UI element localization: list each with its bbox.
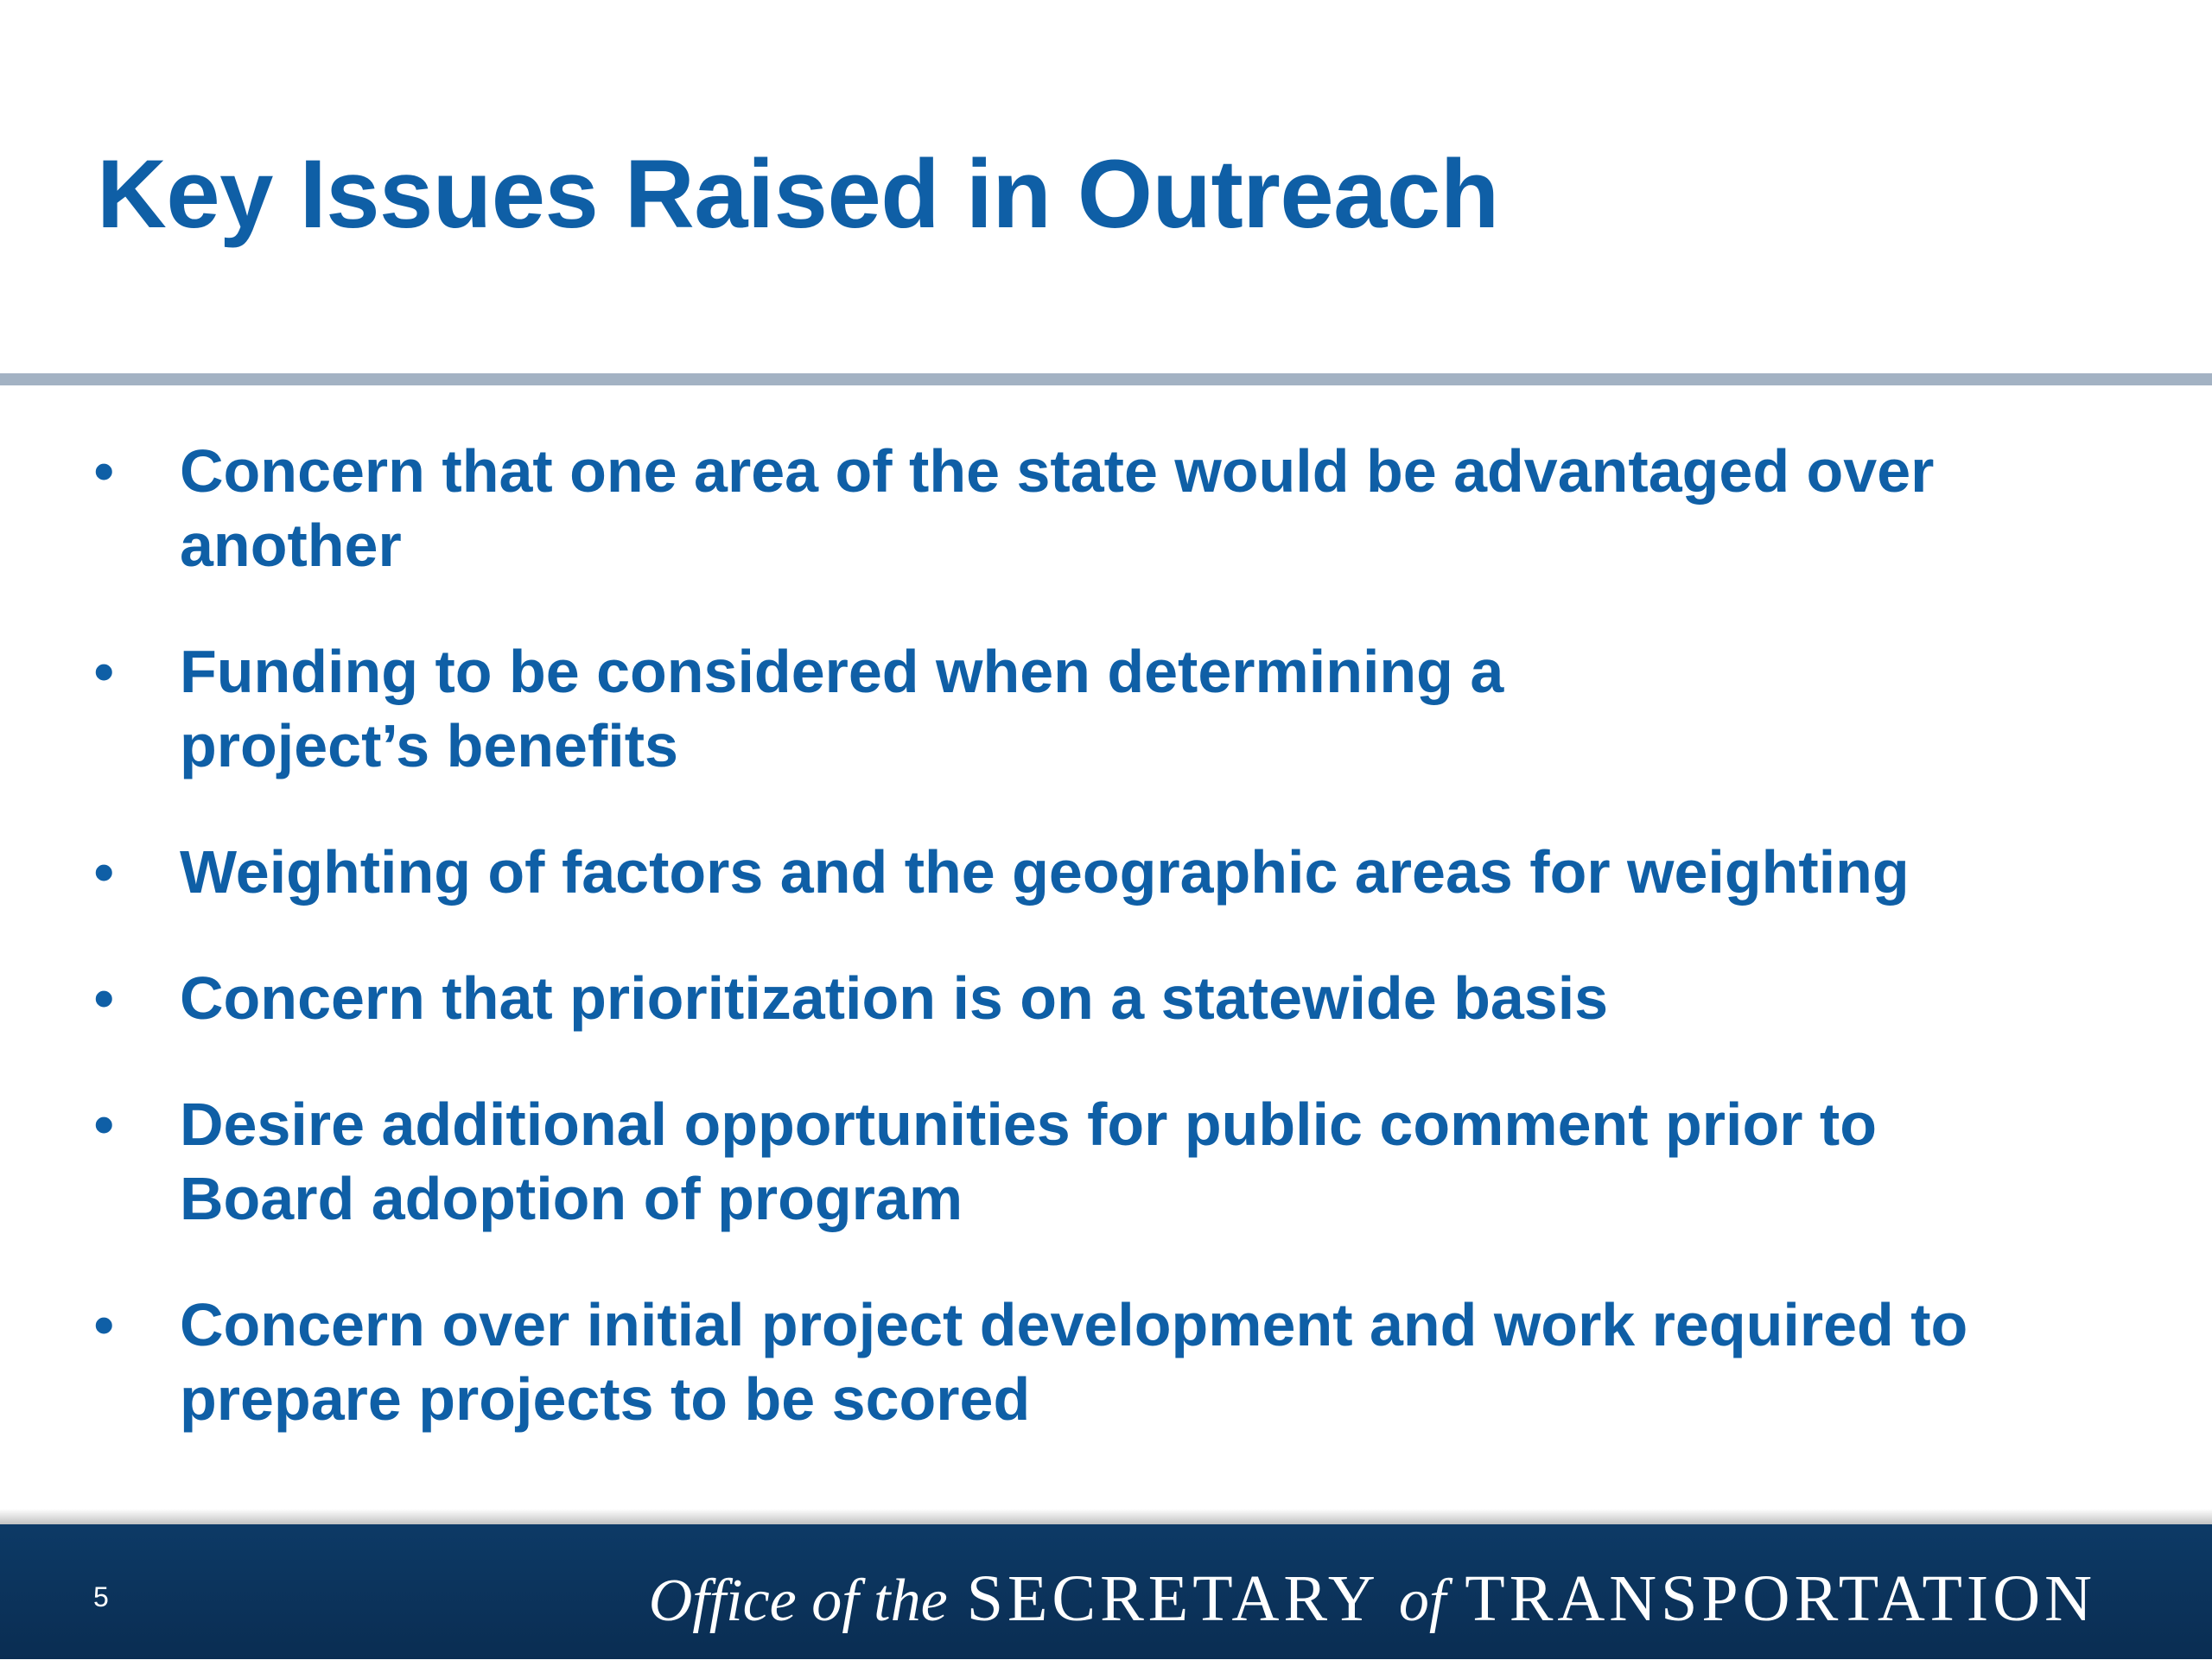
- organization-wordmark: [649, 1555, 2096, 1642]
- bullet-text: Concern that one area of the state would be advantaged over another: [180, 437, 1935, 579]
- bullet-text: Concern over initial project development and work required to prepare projects to be scored: [180, 1291, 1968, 1433]
- bullet-text: Desire additional opportunities for public comment prior to Board adoption of program: [180, 1091, 1877, 1232]
- bullet-icon: •: [93, 1291, 115, 1358]
- bullet-text: Concern that prioritization is on a statewide basis: [180, 964, 1609, 1032]
- bullet-text: Weighting of factors and the geographic areas for weighting: [180, 838, 1910, 906]
- bullet-item: [93, 434, 2081, 582]
- bullet-item: [93, 1087, 2081, 1236]
- wordmark-transportation: TRANSPORTATION: [1465, 1562, 2096, 1635]
- slide-title: Key Issues Raised in Outreach: [97, 140, 1499, 248]
- bullet-icon: •: [93, 638, 115, 705]
- bullet-item: [93, 835, 2081, 909]
- bullet-text: Funding to be considered when determining a project’s benefits: [180, 638, 1504, 779]
- wordmark-secretary: SECRETARY: [966, 1562, 1380, 1635]
- bullet-item: [93, 634, 2081, 783]
- footer-shadow: [0, 1509, 2212, 1526]
- title-divider: [0, 373, 2212, 385]
- wordmark-office: Office of the: [648, 1568, 948, 1634]
- wordmark-of: of: [1398, 1568, 1446, 1634]
- page-number: 5: [93, 1581, 109, 1612]
- bullet-icon: •: [93, 964, 115, 1032]
- bullet-item: [93, 1288, 2081, 1436]
- bullet-icon: •: [93, 437, 115, 505]
- bullet-icon: •: [93, 1091, 115, 1158]
- bullet-icon: •: [93, 838, 115, 906]
- bullet-item: [93, 961, 2081, 1035]
- bullet-list: [93, 434, 2081, 1488]
